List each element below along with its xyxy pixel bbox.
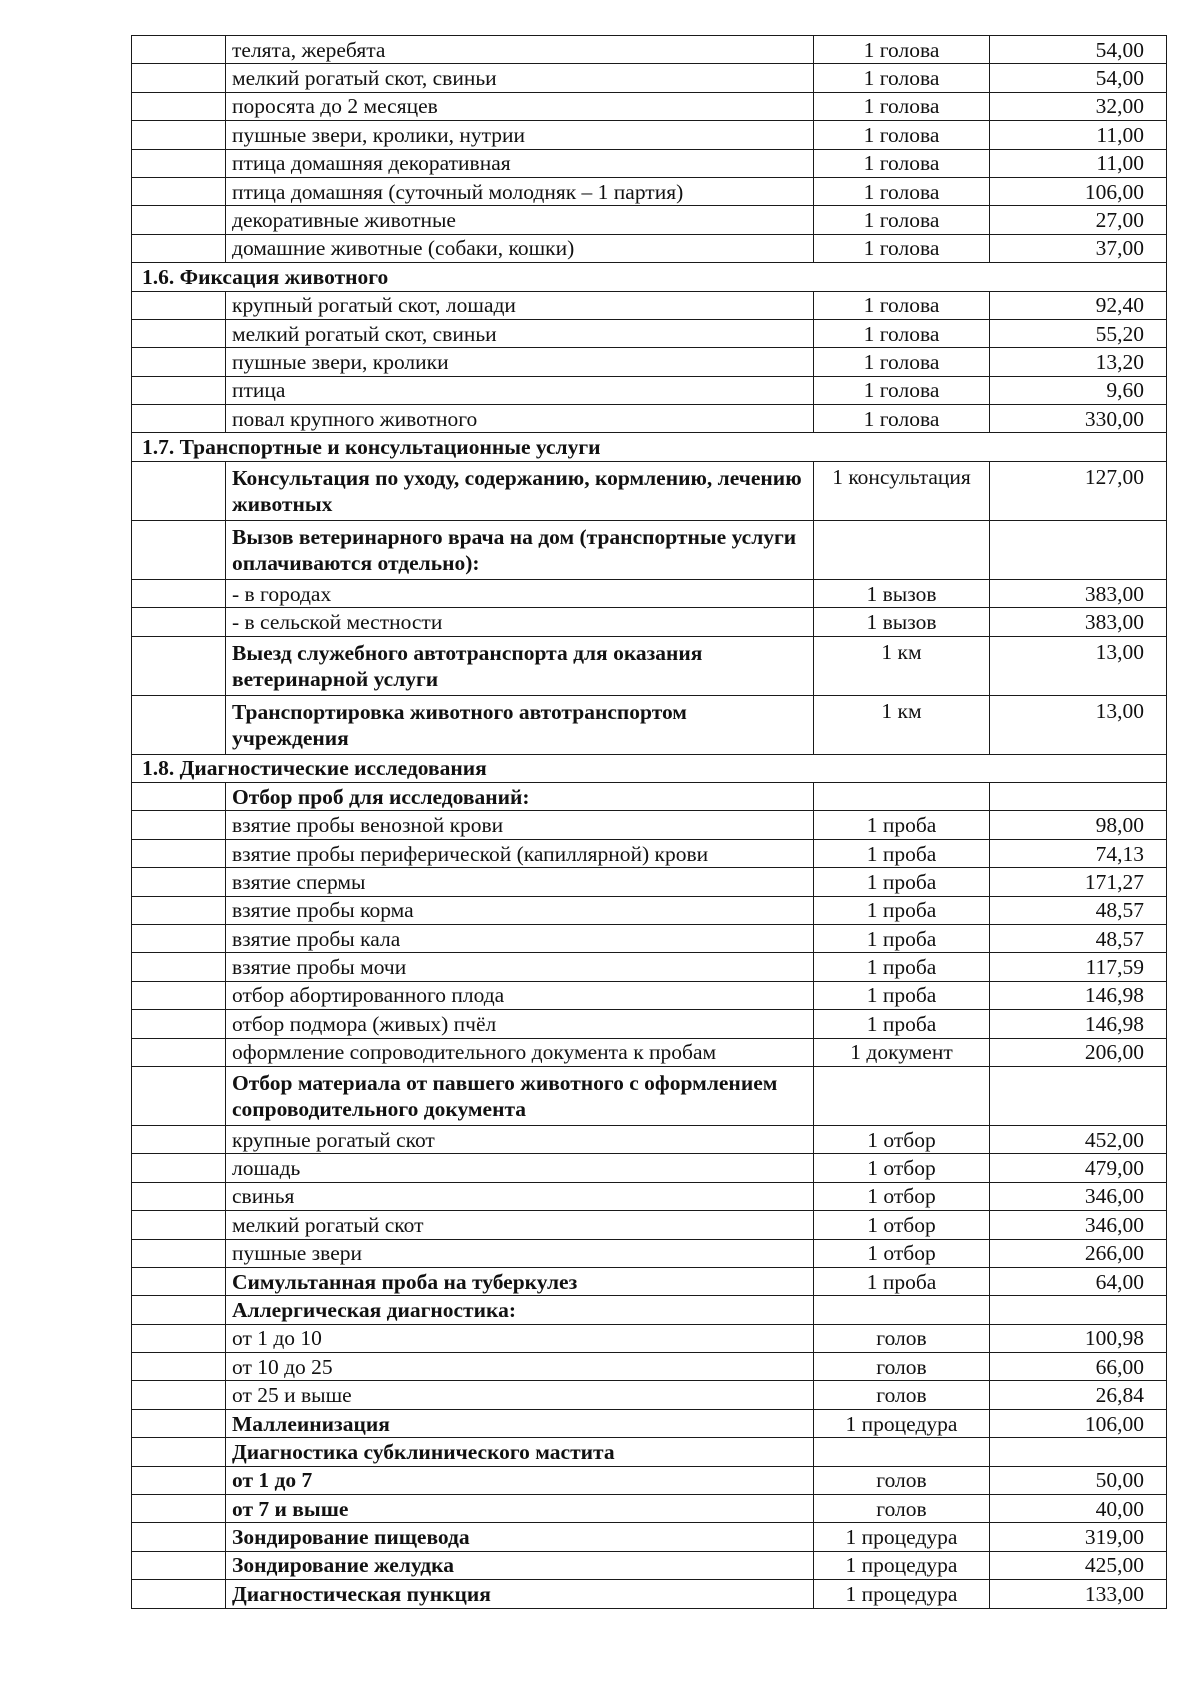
service-name-cell: Вызов ветеринарного врача на дом (транспортные услуги оплачиваются отдельно): [226, 520, 814, 579]
unit-cell: 1 процедура [814, 1409, 990, 1437]
service-name-cell: от 25 и выше [226, 1381, 814, 1409]
index-cell [132, 1466, 226, 1494]
service-name-cell: от 1 до 7 [226, 1466, 814, 1494]
unit-cell: 1 голова [814, 234, 990, 262]
service-name-cell: Диагностика субклинического мастита [226, 1438, 814, 1466]
table-row [132, 1495, 1167, 1523]
price-cell [990, 1438, 1167, 1466]
table-row [132, 1381, 1167, 1409]
table-row [132, 896, 1167, 924]
price-cell: 100,98 [990, 1324, 1167, 1352]
index-cell [132, 1324, 226, 1352]
unit-cell: 1 отбор [814, 1239, 990, 1267]
unit-cell: 1 вызов [814, 608, 990, 636]
service-name-cell: Консультация по уходу, содержанию, кормлению, лечению животных [226, 461, 814, 520]
index-cell [132, 1267, 226, 1295]
index-cell [132, 376, 226, 404]
price-cell: 146,98 [990, 1010, 1167, 1038]
service-name-cell: декоративные животные [226, 206, 814, 234]
service-name-cell: Маллеинизация [226, 1409, 814, 1437]
index-cell [132, 177, 226, 205]
service-name-cell: взятие пробы корма [226, 896, 814, 924]
unit-cell: 1 вызов [814, 579, 990, 607]
index-cell [132, 1182, 226, 1210]
service-name-cell: Диагностическая пункция [226, 1580, 814, 1608]
price-cell: 40,00 [990, 1495, 1167, 1523]
price-table [131, 35, 1167, 1609]
unit-cell: 1 голова [814, 121, 990, 149]
index-cell [132, 234, 226, 262]
unit-cell: 1 отбор [814, 1125, 990, 1153]
service-name-cell: пушные звери, кролики, нутрии [226, 121, 814, 149]
index-cell [132, 121, 226, 149]
price-cell: 74,13 [990, 839, 1167, 867]
service-name-cell: Симультанная проба на туберкулез [226, 1267, 814, 1295]
unit-cell: 1 голова [814, 36, 990, 64]
service-name-cell: Выезд служебного автотранспорта для оказания ветеринарной услуги [226, 636, 814, 695]
unit-cell: 1 консультация [814, 461, 990, 520]
service-name-cell: Зондирование желудка [226, 1551, 814, 1579]
price-cell: 9,60 [990, 376, 1167, 404]
index-cell [132, 1495, 226, 1523]
unit-cell: 1 проба [814, 953, 990, 981]
table-row [132, 121, 1167, 149]
section-header-row [132, 433, 1167, 461]
service-name-cell: отбор абортированного плода [226, 981, 814, 1009]
unit-cell [814, 1066, 990, 1125]
price-cell: 330,00 [990, 405, 1167, 433]
service-name-cell: пушные звери, кролики [226, 348, 814, 376]
index-cell [132, 461, 226, 520]
table-row [132, 291, 1167, 319]
price-cell: 92,40 [990, 291, 1167, 319]
price-cell: 32,00 [990, 92, 1167, 120]
price-cell [990, 520, 1167, 579]
table-row [132, 953, 1167, 981]
unit-cell: голов [814, 1324, 990, 1352]
price-cell: 383,00 [990, 579, 1167, 607]
service-name-cell: мелкий рогатый скот, свиньи [226, 319, 814, 347]
price-cell [990, 1066, 1167, 1125]
table-row [132, 924, 1167, 952]
unit-cell: 1 проба [814, 896, 990, 924]
service-name-cell: птица домашняя (суточный молодняк – 1 партия) [226, 177, 814, 205]
service-name-cell: крупные рогатый скот [226, 1125, 814, 1153]
service-name-cell: - в сельской местности [226, 608, 814, 636]
service-name-cell: крупный рогатый скот, лошади [226, 291, 814, 319]
price-cell: 479,00 [990, 1154, 1167, 1182]
service-name-cell: пушные звери [226, 1239, 814, 1267]
table-row [132, 405, 1167, 433]
service-name-cell: свинья [226, 1182, 814, 1210]
unit-cell [814, 1438, 990, 1466]
unit-cell: 1 голова [814, 348, 990, 376]
price-cell: 452,00 [990, 1125, 1167, 1153]
unit-cell: 1 процедура [814, 1523, 990, 1551]
index-cell [132, 1010, 226, 1038]
table-row [132, 868, 1167, 896]
service-name-cell: мелкий рогатый скот [226, 1211, 814, 1239]
service-name-cell: отбор подмора (живых) пчёл [226, 1010, 814, 1038]
price-cell: 146,98 [990, 981, 1167, 1009]
table-row [132, 1038, 1167, 1066]
table-row [132, 1353, 1167, 1381]
price-cell: 117,59 [990, 953, 1167, 981]
index-cell [132, 1438, 226, 1466]
price-cell: 66,00 [990, 1353, 1167, 1381]
table-row [132, 1324, 1167, 1352]
index-cell [132, 405, 226, 433]
index-cell [132, 636, 226, 695]
service-name-cell: - в городах [226, 579, 814, 607]
table-row [132, 1125, 1167, 1153]
table-row [132, 92, 1167, 120]
table-row [132, 64, 1167, 92]
price-cell: 37,00 [990, 234, 1167, 262]
table-row [132, 636, 1167, 695]
unit-cell [814, 1296, 990, 1324]
index-cell [132, 348, 226, 376]
table-row [132, 1182, 1167, 1210]
table-row [132, 376, 1167, 404]
price-cell: 319,00 [990, 1523, 1167, 1551]
price-cell: 54,00 [990, 36, 1167, 64]
table-row [132, 1438, 1167, 1466]
price-cell [990, 1296, 1167, 1324]
index-cell [132, 1296, 226, 1324]
index-cell [132, 695, 226, 754]
unit-cell: 1 голова [814, 319, 990, 347]
index-cell [132, 64, 226, 92]
index-cell [132, 92, 226, 120]
section-header-row [132, 754, 1167, 782]
unit-cell: 1 голова [814, 291, 990, 319]
price-cell: 266,00 [990, 1239, 1167, 1267]
price-cell: 171,27 [990, 868, 1167, 896]
service-name-cell: телята, жеребята [226, 36, 814, 64]
price-cell: 11,00 [990, 121, 1167, 149]
service-name-cell: мелкий рогатый скот, свиньи [226, 64, 814, 92]
index-cell [132, 1409, 226, 1437]
unit-cell: 1 проба [814, 839, 990, 867]
price-cell: 425,00 [990, 1551, 1167, 1579]
table-row [132, 461, 1167, 520]
index-cell [132, 1580, 226, 1608]
price-cell: 11,00 [990, 149, 1167, 177]
unit-cell: голов [814, 1495, 990, 1523]
price-cell [990, 783, 1167, 811]
table-row [132, 1154, 1167, 1182]
table-row [132, 981, 1167, 1009]
service-name-cell: взятие пробы кала [226, 924, 814, 952]
index-cell [132, 36, 226, 64]
table-row [132, 1010, 1167, 1038]
service-name-cell: взятие пробы венозной крови [226, 811, 814, 839]
index-cell [132, 149, 226, 177]
unit-cell: 1 проба [814, 811, 990, 839]
index-cell [132, 520, 226, 579]
table-row [132, 149, 1167, 177]
table-row [132, 1296, 1167, 1324]
section-header-row [132, 263, 1167, 291]
unit-cell: 1 проба [814, 981, 990, 1009]
table-row [132, 234, 1167, 262]
unit-cell: 1 голова [814, 405, 990, 433]
service-name-cell: Отбор материала от павшего животного с оформлением сопроводительного документа [226, 1066, 814, 1125]
price-cell: 98,00 [990, 811, 1167, 839]
index-cell [132, 896, 226, 924]
price-cell: 346,00 [990, 1182, 1167, 1210]
index-cell [132, 1523, 226, 1551]
index-cell [132, 291, 226, 319]
service-name-cell: птица [226, 376, 814, 404]
index-cell [132, 1154, 226, 1182]
index-cell [132, 839, 226, 867]
service-name-cell: оформление сопроводительного документа к пробам [226, 1038, 814, 1066]
index-cell [132, 1353, 226, 1381]
index-cell [132, 1038, 226, 1066]
price-cell: 106,00 [990, 1409, 1167, 1437]
index-cell [132, 579, 226, 607]
unit-cell: 1 проба [814, 1010, 990, 1038]
table-row [132, 36, 1167, 64]
price-cell: 55,20 [990, 319, 1167, 347]
service-name-cell: повал крупного животного [226, 405, 814, 433]
price-cell: 64,00 [990, 1267, 1167, 1295]
table-row [132, 1466, 1167, 1494]
unit-cell: 1 голова [814, 177, 990, 205]
index-cell [132, 1066, 226, 1125]
service-name-cell: птица домашняя декоративная [226, 149, 814, 177]
table-row [132, 206, 1167, 234]
unit-cell: 1 проба [814, 1267, 990, 1295]
service-name-cell: от 10 до 25 [226, 1353, 814, 1381]
unit-cell: голов [814, 1381, 990, 1409]
section-title: 1.6. Фиксация животного [132, 263, 1167, 291]
service-name-cell: Зондирование пищевода [226, 1523, 814, 1551]
price-cell: 106,00 [990, 177, 1167, 205]
index-cell [132, 924, 226, 952]
section-title: 1.8. Диагностические исследования [132, 754, 1167, 782]
price-cell: 48,57 [990, 896, 1167, 924]
price-cell: 13,00 [990, 695, 1167, 754]
price-cell: 26,84 [990, 1381, 1167, 1409]
price-cell: 48,57 [990, 924, 1167, 952]
unit-cell: 1 процедура [814, 1551, 990, 1579]
index-cell [132, 1211, 226, 1239]
table-row [132, 695, 1167, 754]
unit-cell: 1 голова [814, 92, 990, 120]
service-name-cell: Транспортировка животного автотранспортом учреждения [226, 695, 814, 754]
price-list-document [131, 35, 1166, 1609]
service-name-cell: взятие спермы [226, 868, 814, 896]
price-cell: 13,00 [990, 636, 1167, 695]
table-row [132, 811, 1167, 839]
index-cell [132, 953, 226, 981]
unit-cell: 1 отбор [814, 1182, 990, 1210]
table-row [132, 783, 1167, 811]
index-cell [132, 783, 226, 811]
unit-cell: голов [814, 1466, 990, 1494]
price-cell: 133,00 [990, 1580, 1167, 1608]
service-name-cell: взятие пробы мочи [226, 953, 814, 981]
service-name-cell: от 1 до 10 [226, 1324, 814, 1352]
index-cell [132, 868, 226, 896]
table-row [132, 177, 1167, 205]
table-row [132, 1580, 1167, 1608]
table-row [132, 1239, 1167, 1267]
price-cell: 54,00 [990, 64, 1167, 92]
unit-cell: 1 голова [814, 149, 990, 177]
service-name-cell: взятие пробы периферической (капиллярной) крови [226, 839, 814, 867]
price-table-body [132, 36, 1167, 1609]
table-row [132, 1267, 1167, 1295]
service-name-cell: от 7 и выше [226, 1495, 814, 1523]
unit-cell: 1 км [814, 695, 990, 754]
unit-cell [814, 520, 990, 579]
unit-cell: 1 проба [814, 924, 990, 952]
unit-cell: 1 голова [814, 376, 990, 404]
service-name-cell: лошадь [226, 1154, 814, 1182]
price-cell: 13,20 [990, 348, 1167, 376]
table-row [132, 319, 1167, 347]
unit-cell: 1 процедура [814, 1580, 990, 1608]
unit-cell: 1 отбор [814, 1211, 990, 1239]
table-row [132, 1551, 1167, 1579]
unit-cell: 1 отбор [814, 1154, 990, 1182]
service-name-cell: Аллергическая диагностика: [226, 1296, 814, 1324]
price-cell: 346,00 [990, 1211, 1167, 1239]
table-row [132, 348, 1167, 376]
price-cell: 50,00 [990, 1466, 1167, 1494]
price-cell: 127,00 [990, 461, 1167, 520]
table-row [132, 1523, 1167, 1551]
service-name-cell: домашние животные (собаки, кошки) [226, 234, 814, 262]
index-cell [132, 1381, 226, 1409]
index-cell [132, 981, 226, 1009]
unit-cell: 1 документ [814, 1038, 990, 1066]
index-cell [132, 1551, 226, 1579]
table-row [132, 1409, 1167, 1437]
index-cell [132, 319, 226, 347]
unit-cell: 1 голова [814, 206, 990, 234]
unit-cell [814, 783, 990, 811]
price-cell: 27,00 [990, 206, 1167, 234]
index-cell [132, 608, 226, 636]
unit-cell: 1 км [814, 636, 990, 695]
unit-cell: 1 проба [814, 868, 990, 896]
table-row [132, 579, 1167, 607]
table-row [132, 839, 1167, 867]
service-name-cell: Отбор проб для исследований: [226, 783, 814, 811]
table-row [132, 608, 1167, 636]
unit-cell: голов [814, 1353, 990, 1381]
table-row [132, 520, 1167, 579]
price-cell: 383,00 [990, 608, 1167, 636]
index-cell [132, 811, 226, 839]
service-name-cell: поросята до 2 месяцев [226, 92, 814, 120]
unit-cell: 1 голова [814, 64, 990, 92]
section-title: 1.7. Транспортные и консультационные услуги [132, 433, 1167, 461]
index-cell [132, 1125, 226, 1153]
index-cell [132, 1239, 226, 1267]
table-row [132, 1066, 1167, 1125]
price-cell: 206,00 [990, 1038, 1167, 1066]
table-row [132, 1211, 1167, 1239]
index-cell [132, 206, 226, 234]
